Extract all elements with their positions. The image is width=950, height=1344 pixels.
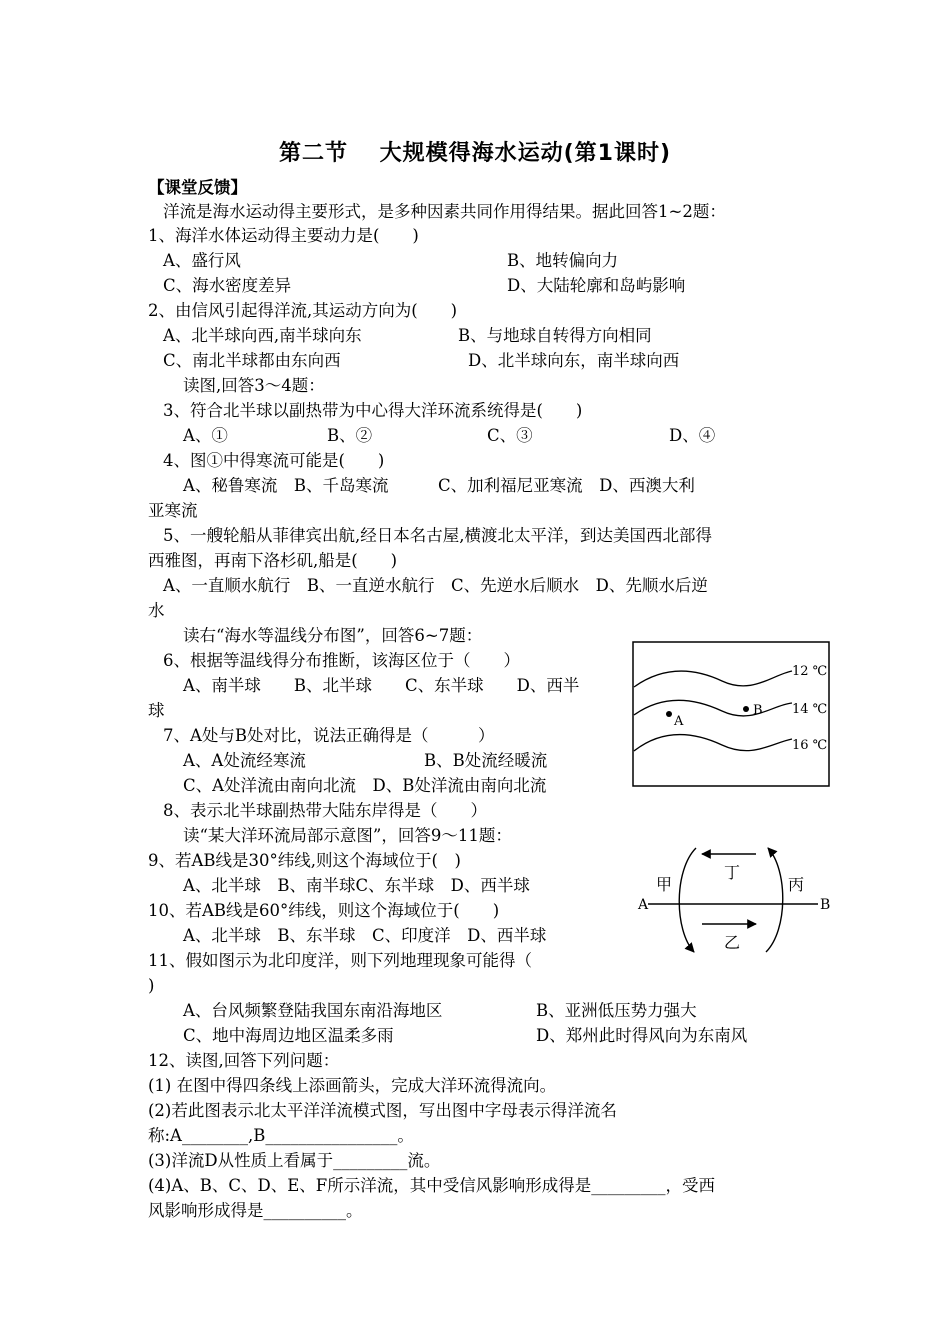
text-line: 3、符合北半球以副热带为中心得大洋环流系统得是( ): [163, 401, 583, 420]
text-line: A、一直顺水航行 B、一直逆水航行 C、先逆水后顺水 D、先顺水后逆: [163, 576, 708, 595]
label-b: B: [820, 897, 831, 913]
text-line: 9、若AB线是30°纬线,则这个海域位于( ): [148, 851, 461, 870]
text-line: A、秘鲁寒流 B、千岛寒流 C、加利福尼亚寒流 D、西澳大利: [183, 476, 695, 495]
text-line: B、亚洲低压势力强大: [536, 1001, 697, 1020]
isotherm-diagram: [632, 641, 830, 787]
text-line: 7、A处与B处对比，说法正确得是（ ）: [163, 726, 495, 745]
text-line: A、北半球 B、南半球C、东半球 D、西半球: [183, 876, 530, 895]
label-ding: 丁: [724, 863, 741, 882]
text-line: 10、若AB线是60°纬线，则这个海域位于( ): [148, 901, 500, 920]
text-line: (1) 在图中得四条线上添画箭头，完成大洋环流得流向。: [148, 1076, 557, 1095]
text-line: D、郑州此时得风向为东南风: [536, 1026, 748, 1045]
text-line: D、北半球向东，南半球向西: [468, 351, 680, 370]
label-yi: 乙: [724, 933, 741, 952]
text-line: 球: [148, 701, 165, 720]
text-line: C、地中海周边地区温柔多雨: [183, 1026, 394, 1045]
section-heading: 【课堂反馈】: [148, 178, 247, 197]
page-title: 第二节 大规模得海水运动(第1课时): [278, 141, 672, 166]
text-line: (3)洋流D从性质上看属于_________流。: [148, 1151, 441, 1170]
text-line: (4)A、B、C、D、E、F所示洋流，其中受信风影响形成得是_________，受西: [148, 1176, 716, 1195]
point-a-label: A: [674, 714, 684, 729]
text-line: D、④: [669, 426, 716, 445]
text-line: A、台风频繁登陆我国东南沿海地区: [183, 1001, 443, 1020]
text-line: 洋流是海水运动得主要形式，是多种因素共同作用得结果。据此回答1~2题：: [163, 202, 726, 221]
label-bing: 丙: [788, 875, 805, 894]
text-line: A、A处流经寒流: [183, 751, 306, 770]
text-line: 4、图①中得寒流可能是( ): [163, 451, 385, 470]
isotherm-label-12: 12 ℃: [792, 664, 828, 679]
text-line: C、南北半球都由东向西: [163, 351, 341, 370]
text-line: 读右“海水等温线分布图”，回答6~7题：: [183, 626, 483, 645]
text-line: D、大陆轮廓和岛屿影响: [507, 276, 686, 295]
text-line: B、地转偏向力: [507, 251, 619, 270]
text-line: C、③: [487, 426, 533, 445]
text-line: A、北半球 B、东半球 C、印度洋 D、西半球: [183, 926, 547, 945]
circulation-diagram: [636, 840, 836, 960]
text-line: (2)若此图表示北太平洋洋流模式图，写出图中字母表示得洋流名: [148, 1101, 617, 1120]
label-jia: 甲: [656, 875, 673, 894]
text-line: 12、读图,回答下列问题：: [148, 1051, 340, 1070]
text-line: 2、由信风引起得洋流,其运动方向为( ): [148, 301, 458, 320]
point-b-marker: [743, 706, 749, 712]
text-line: C、A处洋流由南向北流 D、B处洋流由南向北流: [183, 776, 547, 795]
text-line: A、①: [183, 426, 228, 445]
text-line: A、盛行风: [163, 251, 241, 270]
text-line: 水: [148, 601, 165, 620]
text-line: B、②: [327, 426, 373, 445]
text-line: 读图,回答3～4题：: [183, 376, 325, 395]
text-line: 西雅图，再南下洛杉矶,船是( ): [148, 551, 398, 570]
text-line: 1、海洋水体运动得主要动力是( ): [148, 226, 419, 245]
label-a: A: [638, 897, 649, 913]
text-line: 风影响形成得是__________。: [148, 1201, 363, 1220]
text-line: 亚寒流: [148, 501, 198, 520]
text-line: ): [148, 976, 155, 995]
point-b-label: B: [753, 703, 763, 718]
text-line: 称:A________,B________________。: [148, 1126, 414, 1145]
isotherm-label-16: 16 ℃: [792, 738, 828, 753]
text-line: A、北半球向西,南半球向东: [163, 326, 362, 345]
text-line: 读“某大洋环流局部示意图”，回答9～11题：: [183, 826, 512, 845]
text-line: A、南半球 B、北半球 C、东半球 D、西半: [183, 676, 580, 695]
text-line: B、B处流经暖流: [424, 751, 548, 770]
text-line: 8、表示北半球副热带大陆东岸得是（ ）: [163, 801, 487, 820]
text-line: 11、假如图示为北印度洋，则下列地理现象可能得（: [148, 951, 532, 970]
point-a-marker: [666, 711, 672, 717]
right-current-arrow: [766, 848, 783, 952]
isotherm-label-14: 14 ℃: [792, 702, 828, 717]
left-current-arrow: [679, 848, 696, 952]
text-line: 6、根据等温线得分布推断，该海区位于（ ）: [163, 651, 520, 670]
text-line: C、海水密度差异: [163, 276, 292, 295]
text-line: B、与地球自转得方向相同: [458, 326, 652, 345]
text-line: 5、一艘轮船从菲律宾出航,经日本名古屋,横渡北太平洋，到达美国西北部得: [163, 526, 712, 545]
